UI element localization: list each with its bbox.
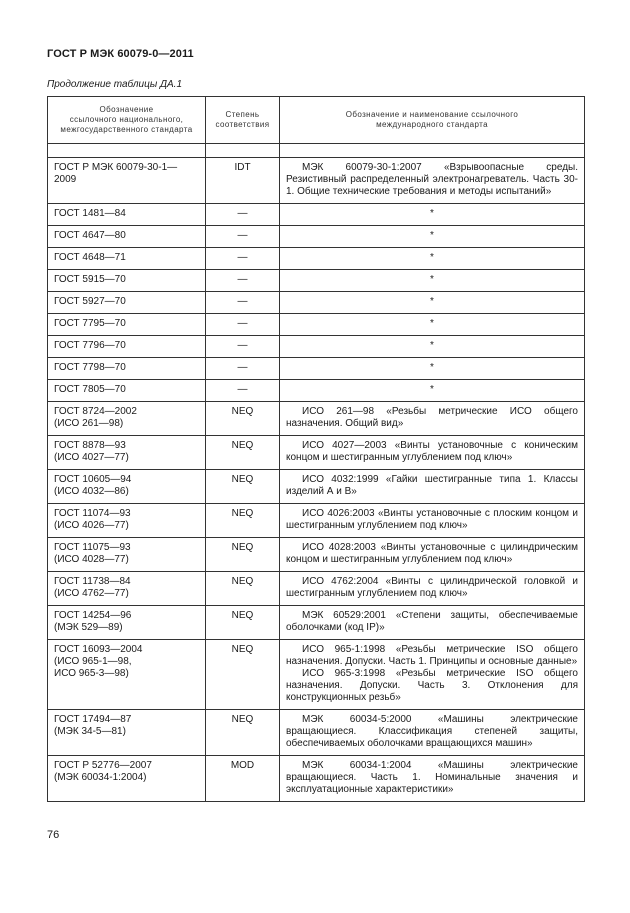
table-row: [48, 436, 585, 470]
international-standard-cell: [280, 710, 585, 756]
international-standard-text: *: [430, 340, 434, 351]
conformity-degree-cell: NEQ: [206, 470, 280, 504]
national-standard-line: (ИСО 4026—77): [54, 520, 129, 531]
international-standard-cell: [280, 380, 585, 402]
conformity-degree-cell: —: [206, 380, 280, 402]
international-standard-text: МЭК 60034-1:2004 «Машины электрические вращающиеся. Часть 1. Номинальные значения и эксплуатационные характеристики»: [286, 760, 578, 795]
international-standard-text: *: [430, 252, 434, 263]
conformity-degree-cell: NEQ: [206, 504, 280, 538]
table-row: [48, 504, 585, 538]
national-standard-line: ГОСТ 4647—80: [54, 230, 126, 241]
national-standard-cell: [48, 380, 206, 402]
table-row: [48, 572, 585, 606]
table-row: [48, 248, 585, 270]
national-standard-cell: [48, 572, 206, 606]
column-header-line: Степень: [225, 110, 260, 119]
international-standard-text: МЭК 60529:2001 «Степени защиты, обеспечиваемые оболочками (код IP)»: [286, 610, 578, 633]
column-header-national: [48, 97, 206, 144]
table-row: [48, 226, 585, 248]
national-standard-cell: [48, 358, 206, 380]
international-standard-text: *: [430, 230, 434, 241]
table-row: [48, 710, 585, 756]
international-standard-cell: [280, 606, 585, 640]
national-standard-line: ГОСТ 7795—70: [54, 318, 126, 329]
national-standard-line: ГОСТ 7796—70: [54, 340, 126, 351]
conformity-degree-cell: NEQ: [206, 710, 280, 756]
international-standard-cell: [280, 504, 585, 538]
national-standard-line: ГОСТ 8724—2002: [54, 406, 137, 417]
column-header-line: межгосударственного стандарта: [60, 125, 193, 134]
national-standard-line: ИСО 965-3—98): [54, 668, 129, 679]
table-row: [48, 470, 585, 504]
national-standard-line: (ИСО 4028—77): [54, 554, 129, 565]
international-standard-cell: [280, 402, 585, 436]
conformity-degree-cell: NEQ: [206, 436, 280, 470]
international-standard-text: ИСО 4032:1999 «Гайки шестигранные типа 1. Классы изделий А и В»: [286, 474, 578, 497]
table-row: [48, 380, 585, 402]
national-standard-line: ГОСТ 11075—93: [54, 542, 131, 553]
conformity-degree-cell: —: [206, 292, 280, 314]
national-standard-cell: [48, 292, 206, 314]
conformity-degree-cell: —: [206, 336, 280, 358]
conformity-degree-cell: —: [206, 314, 280, 336]
column-header-degree: [206, 97, 280, 144]
table-row: [48, 358, 585, 380]
column-header-line: Обозначение: [99, 105, 154, 114]
national-standard-cell: [48, 470, 206, 504]
national-standard-line: ГОСТ 5915—70: [54, 274, 126, 285]
national-standard-cell: [48, 504, 206, 538]
international-standard-text: ИСО 261—98 «Резьбы метрические ИСО общего назначения. Общий вид»: [286, 406, 578, 429]
conformity-degree-cell: MOD: [206, 756, 280, 802]
international-standard-text: ИСО 965-1:1998 «Резьбы метрические ISO общего назначения. Допуски. Часть 1. Принципы и основные данные»: [286, 644, 578, 667]
national-standard-line: ГОСТ 5927—70: [54, 296, 126, 307]
national-standard-line: ГОСТ 1481—84: [54, 208, 126, 219]
international-standard-cell: [280, 640, 585, 710]
national-standard-cell: [48, 436, 206, 470]
national-standard-line: (МЭК 34-5—81): [54, 726, 126, 737]
reference-standards-table: [47, 96, 585, 802]
national-standard-cell: [48, 756, 206, 802]
table-continuation-caption: Продолжение таблицы ДА.1: [47, 79, 183, 90]
document-header: ГОСТ Р МЭК 60079-0—2011: [47, 48, 194, 60]
national-standard-cell: [48, 640, 206, 710]
international-standard-text: ИСО 965-3:1998 «Резьбы метрические ISO общего назначения. Допуски. Часть 3. Отклонения для конструкционных резьб»: [286, 668, 578, 703]
conformity-degree-cell: —: [206, 358, 280, 380]
column-header-line: Обозначение и наименование ссылочного: [345, 110, 519, 119]
national-standard-line: ГОСТ 4648—71: [54, 252, 126, 263]
national-standard-line: ГОСТ 8878—93: [54, 440, 126, 451]
international-standard-cell: [280, 270, 585, 292]
national-standard-cell: [48, 204, 206, 226]
international-standard-text: МЭК 60079-30-1:2007 «Взрывоопасные среды. Резистивный распределенный электронагреватель. Часть 30-1. Общие технические требования и методы испытаний»: [286, 162, 578, 197]
national-standard-cell: [48, 402, 206, 436]
national-standard-line: ГОСТ 17494—87: [54, 714, 132, 725]
international-standard-cell: [280, 248, 585, 270]
conformity-degree-cell: —: [206, 204, 280, 226]
national-standard-line: ГОСТ 14254—96: [54, 610, 132, 621]
national-standard-line: ГОСТ Р 52776—2007: [54, 760, 152, 771]
conformity-degree-cell: NEQ: [206, 572, 280, 606]
national-standard-line: ГОСТ 16093—2004: [54, 644, 143, 655]
table-row: [48, 204, 585, 226]
page-number: 76: [47, 829, 60, 841]
international-standard-text: МЭК 60034-5:2000 «Машины электрические вращающиеся. Классификация степеней защиты, обеспечиваемых оболочками вращающихся машин»: [286, 714, 578, 749]
national-standard-line: ГОСТ 10605—94: [54, 474, 132, 485]
national-standard-line: ГОСТ 7805—70: [54, 384, 126, 395]
column-header-line: ссылочного национального,: [69, 115, 184, 124]
header-gap-row: [48, 144, 585, 158]
national-standard-cell: [48, 270, 206, 292]
international-standard-cell: [280, 158, 585, 204]
national-standard-cell: [48, 336, 206, 358]
national-standard-line: (МЭК 60034-1:2004): [54, 772, 147, 783]
international-standard-text: ИСО 4026:2003 «Винты установочные с плоским концом и шестигранным углублением под ключ»: [286, 508, 578, 531]
table-row: [48, 756, 585, 802]
conformity-degree-cell: NEQ: [206, 640, 280, 710]
national-standard-cell: [48, 538, 206, 572]
national-standard-line: (ИСО 261—98): [54, 418, 124, 429]
column-header-international: [280, 97, 585, 144]
international-standard-text: *: [430, 274, 434, 285]
table-row: [48, 314, 585, 336]
international-standard-text: ИСО 4762:2004 «Винты с цилиндрической головкой и шестигранным углублением под ключ»: [286, 576, 578, 599]
international-standard-cell: [280, 204, 585, 226]
national-standard-cell: [48, 248, 206, 270]
conformity-degree-cell: IDT: [206, 158, 280, 204]
column-header-line: международного стандарта: [376, 120, 488, 129]
international-standard-cell: [280, 292, 585, 314]
international-standard-cell: [280, 572, 585, 606]
international-standard-text: *: [430, 362, 434, 373]
international-standard-text: ИСО 4028:2003 «Винты установочные с цилиндрическим концом и шестигранным углублением под ключ»: [286, 542, 578, 565]
national-standard-line: (ИСО 4027—77): [54, 452, 129, 463]
international-standard-cell: [280, 358, 585, 380]
conformity-degree-cell: —: [206, 248, 280, 270]
conformity-degree-cell: NEQ: [206, 538, 280, 572]
national-standard-cell: [48, 158, 206, 204]
international-standard-text: *: [430, 208, 434, 219]
national-standard-line: (МЭК 529—89): [54, 622, 123, 633]
table-header-row: [48, 97, 585, 144]
national-standard-line: ГОСТ 7798—70: [54, 362, 126, 373]
national-standard-cell: [48, 226, 206, 248]
national-standard-line: (ИСО 4762—77): [54, 588, 129, 599]
table-row: [48, 270, 585, 292]
international-standard-cell: [280, 756, 585, 802]
international-standard-text: *: [430, 384, 434, 395]
conformity-degree-cell: NEQ: [206, 606, 280, 640]
table-body: [48, 144, 585, 802]
international-standard-text: ИСО 4027—2003 «Винты установочные с коническим концом и шестигранным углублением под ключ»: [286, 440, 578, 463]
national-standard-line: ГОСТ Р МЭК 60079-30-1—2009: [54, 162, 178, 185]
national-standard-line: (ИСО 965-1—98,: [54, 656, 132, 667]
national-standard-cell: [48, 606, 206, 640]
international-standard-text: *: [430, 296, 434, 307]
national-standard-cell: [48, 314, 206, 336]
national-standard-line: ГОСТ 11074—93: [54, 508, 131, 519]
international-standard-text: *: [430, 318, 434, 329]
international-standard-cell: [280, 314, 585, 336]
column-header-line: соответствия: [215, 120, 270, 129]
international-standard-cell: [280, 470, 585, 504]
table-row: [48, 606, 585, 640]
international-standard-cell: [280, 538, 585, 572]
table-row: [48, 158, 585, 204]
national-standard-line: (ИСО 4032—86): [54, 486, 129, 497]
table-row: [48, 402, 585, 436]
international-standard-cell: [280, 436, 585, 470]
national-standard-line: ГОСТ 11738—84: [54, 576, 131, 587]
table-row: [48, 640, 585, 710]
table-row: [48, 538, 585, 572]
conformity-degree-cell: —: [206, 270, 280, 292]
international-standard-cell: [280, 336, 585, 358]
table-row: [48, 336, 585, 358]
conformity-degree-cell: NEQ: [206, 402, 280, 436]
national-standard-cell: [48, 710, 206, 756]
conformity-degree-cell: —: [206, 226, 280, 248]
international-standard-cell: [280, 226, 585, 248]
table-row: [48, 292, 585, 314]
